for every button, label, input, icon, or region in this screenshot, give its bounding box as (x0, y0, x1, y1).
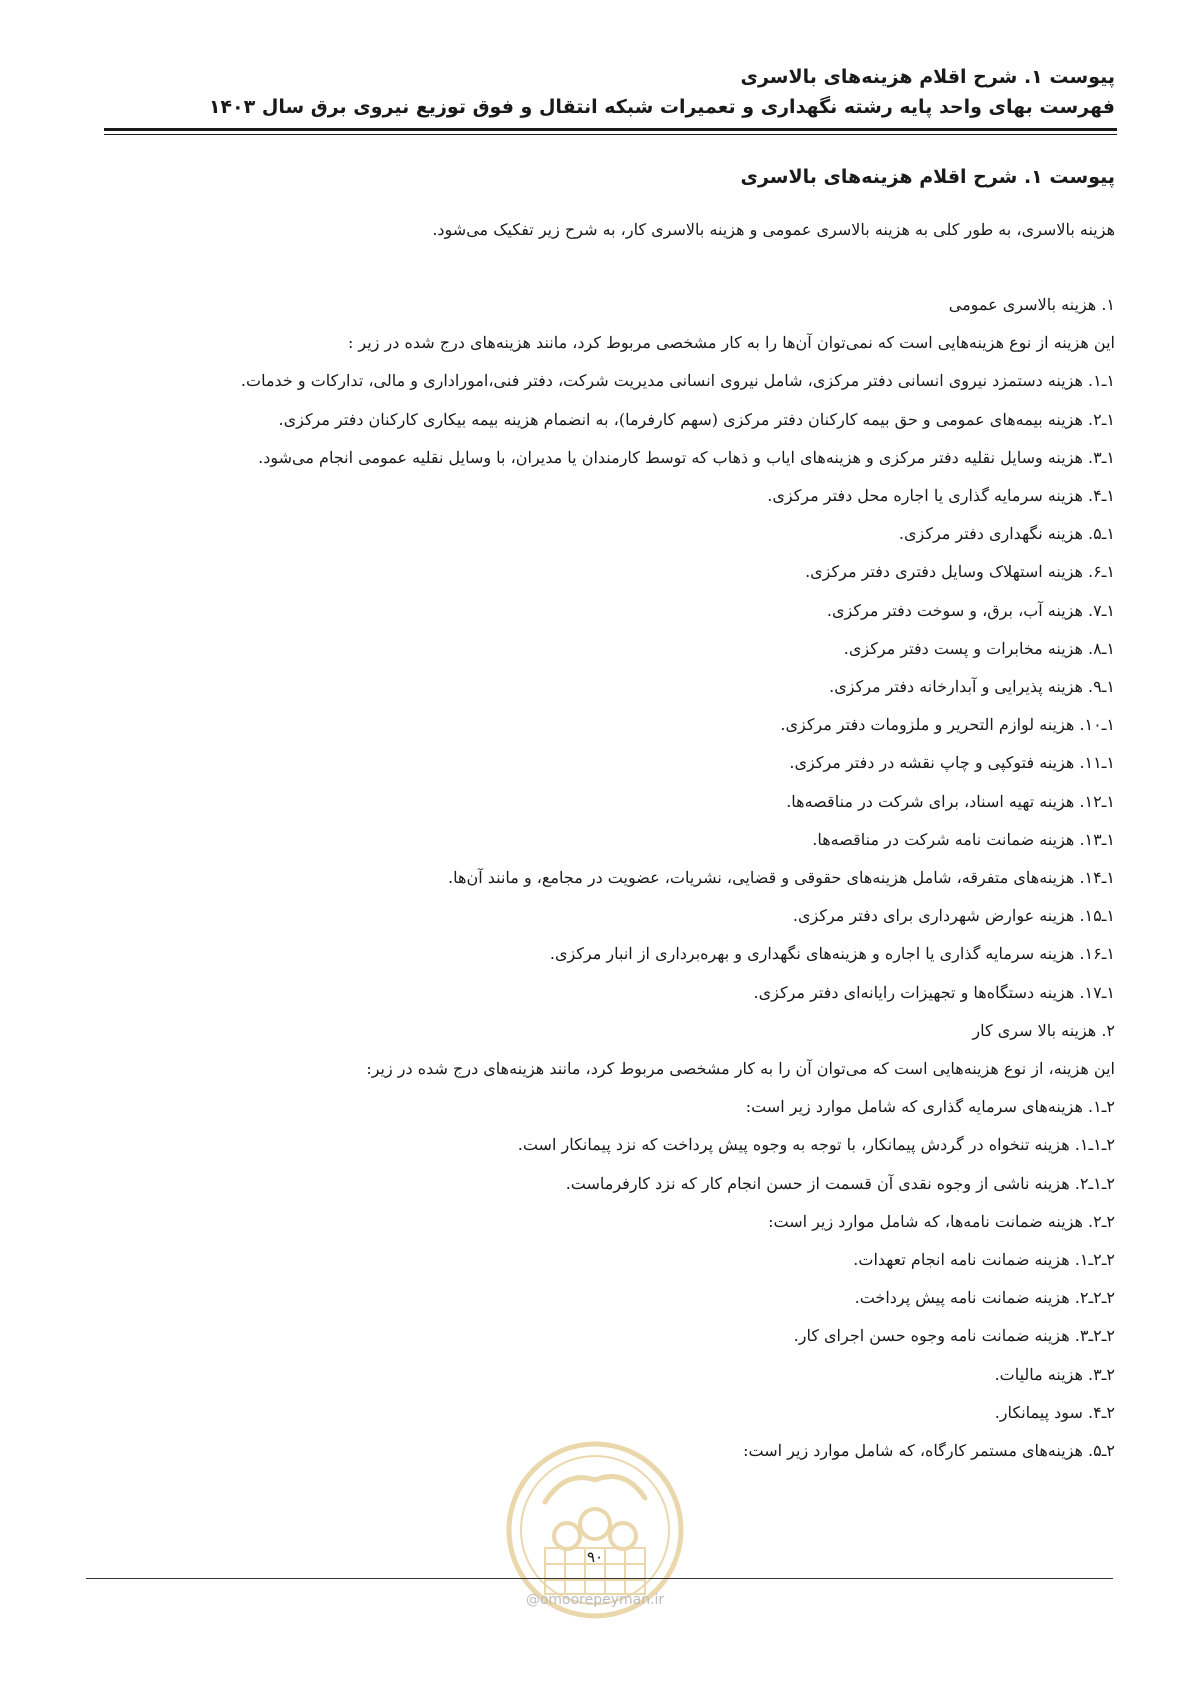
page-header (70, 62, 1115, 122)
list-item: ۱ـ۳. هزینه وسایل نقلیه دفتر مرکزی و هزینه‌های ایاب و ذهاب که توسط کارمندان یا مدیران، با وسایل نقلیه عمومی انجام می‌شود. (258, 447, 1115, 467)
list-item: ۲ـ۳. هزینه مالیات. (994, 1364, 1115, 1384)
header-divider-thick (104, 128, 1117, 131)
section-title: پیوست ۱. شرح اقلام هزینه‌های بالاسری (740, 166, 1115, 188)
list-item: ۲ـ۵. هزینه‌های مستمر کارگاه، که شامل موارد زیر است: (743, 1441, 1115, 1461)
list-item: ۱ـ۷. هزینه آب، برق، و سوخت دفتر مرکزی. (826, 600, 1115, 620)
list-item: ۱ـ۱۶. هزینه سرمایه گذاری یا اجاره و هزینه‌های نگهداری و بهره‌برداری از انبار مرکزی. (549, 944, 1115, 964)
document-body (70, 162, 1115, 1470)
list-item: ۲ـ۱ـ۱. هزینه تنخواه در گردش پیمانکار، با توجه به وجوه پیش پرداخت که نزد پیمانکار است. (517, 1135, 1115, 1155)
overhead-items-list (70, 286, 1115, 1470)
header-divider-thin (104, 134, 1117, 135)
list-item: ۲ـ۲. هزینه ضمانت نامه‌ها، که شامل موارد زیر است: (768, 1211, 1115, 1231)
list-item: ۱ـ۵. هزینه نگهداری دفتر مرکزی. (898, 524, 1115, 544)
header-subtitle: فهرست بهای واحد پایه رشته نگهداری و تعمیرات شبکه انتقال و فوق توزیع نیروی برق سال ۱۴۰۳ (208, 96, 1115, 118)
intro-paragraph: هزینه بالاسری، به طور کلی به هزینه بالاسری عمومی و هزینه بالاسری کار، به شرح زیر تفکیک می‌شود. (432, 220, 1115, 239)
list-item: این هزینه، از نوع هزینه‌هایی است که می‌توان آن را به کار مشخصی مربوط کرد، مانند هزینه‌های درج شده در زیر: (366, 1059, 1115, 1079)
list-item: ۱ـ۱۰. هزینه لوازم التحریر و ملزومات دفتر مرکزی. (780, 715, 1115, 735)
list-item: ۲. هزینه بالا سری کار (972, 1020, 1115, 1040)
list-item: ۱ـ۹. هزینه پذیرایی و آبدارخانه دفتر مرکزی. (829, 677, 1115, 697)
list-item: ۱ـ۱۷. هزینه دستگاه‌ها و تجهیزات رایانه‌ای دفتر مرکزی. (753, 982, 1115, 1002)
list-item: ۲ـ۲ـ۳. هزینه ضمانت نامه وجوه حسن اجرای کار. (793, 1326, 1115, 1346)
list-item: ۱ـ۱۲. هزینه تهیه اسناد، برای شرکت در مناقصه‌ها. (786, 791, 1115, 811)
footer-website: @omoorepeyman.ir (525, 1592, 665, 1608)
page-number: ۹۰ (586, 1548, 604, 1566)
list-item: ۲ـ۴. سود پیمانکار. (994, 1402, 1115, 1422)
list-item: ۱. هزینه بالاسری عمومی (948, 295, 1115, 314)
list-item: ۱ـ۶. هزینه استهلاک وسایل دفتری دفتر مرکزی. (805, 562, 1115, 582)
list-item: ۱ـ۲. هزینه بیمه‌های عمومی و حق بیمه کارکنان دفتر مرکزی (سهم کارفرما)، به انضمام هزینه بیمه بیکاری کارکنان دفتر مرکزی. (278, 409, 1115, 429)
header-title: پیوست ۱. شرح اقلام هزینه‌های بالاسری (740, 66, 1115, 88)
list-item: ۲ـ۲ـ۱. هزینه ضمانت نامه انجام تعهدات. (853, 1250, 1115, 1270)
list-item: ۲ـ۲ـ۲. هزینه ضمانت نامه پیش پرداخت. (854, 1288, 1115, 1308)
list-item: ۱ـ۱۳. هزینه ضمانت نامه شرکت در مناقصه‌ها. (812, 829, 1115, 849)
list-item: ۱ـ۱۵. هزینه عوارض شهرداری برای دفتر مرکزی. (792, 906, 1115, 926)
list-item: ۱ـ۴. هزینه سرمایه گذاری یا اجاره محل دفتر مرکزی. (767, 486, 1115, 506)
list-item: ۱ـ۸. هزینه مخابرات و پست دفتر مرکزی. (843, 638, 1115, 658)
footer-divider (86, 1578, 1113, 1579)
list-item: ۲ـ۱. هزینه‌های سرمایه گذاری که شامل موارد زیر است: (745, 1097, 1115, 1117)
list-item: ۲ـ۱ـ۲. هزینه ناشی از وجوه نقدی آن قسمت از حسن انجام کار که نزد کارفرماست. (565, 1173, 1115, 1193)
list-item: ۱ـ۱۴. هزینه‌های متفرقه، شامل هزینه‌های حقوقی و قضایی، نشریات، عضویت در مجامع، و مانند آن‌ها. (448, 868, 1115, 888)
list-item: این هزینه از نوع هزینه‌هایی است که نمی‌توان آن‌ها را به کار مشخصی مربوط کرد، مانند هزینه‌های درج شده در زیر : (347, 333, 1115, 353)
list-item: ۱ـ۱. هزینه دستمزد نیروی انسانی دفتر مرکزی، شامل نیروی انسانی مدیریت شرکت، دفتر فنی،اموراداری و مالی، تدارکات و خدمات. (240, 371, 1115, 391)
list-item: ۱ـ۱۱. هزینه فتوکپی و چاپ نقشه در دفتر مرکزی. (789, 753, 1115, 773)
